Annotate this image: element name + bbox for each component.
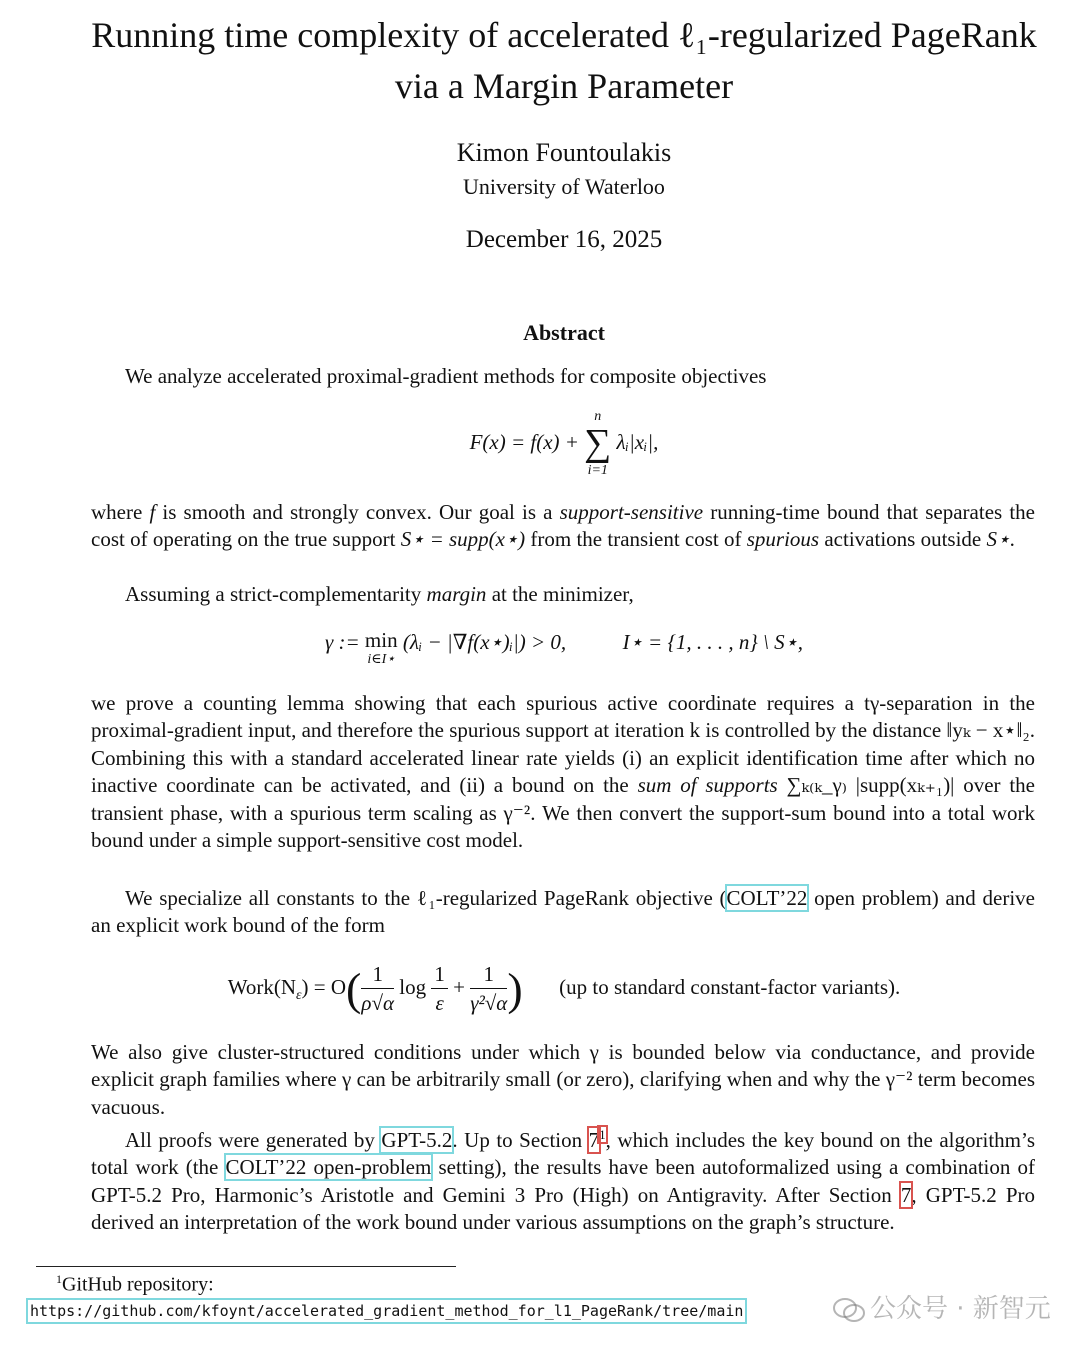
abstract-heading: Abstract	[523, 320, 605, 345]
eq3-lhs-subscript: ε	[296, 988, 302, 1003]
left-paren-icon: (	[346, 963, 362, 1015]
p7-text-a: All proofs were generated by	[125, 1128, 382, 1152]
abstract-paragraph-1: We analyze accelerated proximal-gradient methods for composite objectives	[125, 364, 767, 388]
p2-text-d: from the transient cost of	[525, 527, 747, 552]
p2-text-e: activations outside	[819, 527, 987, 552]
p3-text-b: at the minimizer,	[486, 582, 634, 606]
eq2-lhs: γ :=	[324, 630, 365, 654]
equation-margin	[0, 630, 1080, 667]
section-7-link[interactable]: 7	[588, 1128, 600, 1152]
abstract-paragraph-5	[91, 885, 1035, 940]
eq2-min-subscript: i∈I⋆	[367, 652, 396, 667]
eq3-f3-denominator: γ²√α	[470, 991, 508, 1015]
title-line-1: Running time complexity of accelerated ℓ₁-regularized PageRank	[91, 15, 1037, 55]
title-line-2: via a Margin Parameter	[394, 66, 734, 106]
p2-math-s-star: S⋆.	[986, 527, 1016, 552]
p2-text-a: where	[91, 500, 150, 524]
abstract-paragraph-2	[91, 499, 1035, 554]
paper-title	[0, 10, 1080, 112]
eq3-lhs-end: ) = O	[301, 974, 347, 999]
eq3-log: log	[399, 974, 427, 999]
eq2-min-operator: min	[364, 628, 398, 652]
eq1-sum	[584, 410, 611, 478]
p5-text-a: We specialize all constants to the ℓ₁-regularized PageRank objective (	[125, 886, 727, 910]
wechat-icon	[832, 1297, 866, 1323]
p2-text-c: running-time bound that separates the cost of operating on the true support	[91, 500, 1035, 552]
abstract-paragraph-7	[91, 1121, 1035, 1237]
eq3-f1-denominator: ρ√α	[361, 991, 395, 1015]
eq1-rhs: λᵢ|xᵢ|,	[616, 429, 659, 454]
summation-icon: ∑	[584, 422, 612, 464]
gpt-5-2-link[interactable]: GPT-5.2	[381, 1128, 453, 1152]
eq3-fraction-1	[361, 962, 394, 1016]
abstract-paragraph-3	[91, 581, 1035, 608]
p7-text-e: , GPT-5.2 Pro derived an interpretation of the work bound under various assumptions on the graph’s structure.	[91, 1182, 1035, 1235]
eq3-f2-numerator: 1	[431, 962, 448, 989]
p2-text-b: is smooth and strongly convex. Our goal is a	[155, 500, 560, 524]
eq3-note: (up to standard constant-factor variants).	[559, 974, 901, 999]
p3-emphasis-margin: margin	[426, 582, 487, 606]
footnote-mark: 1	[56, 1272, 62, 1286]
p2-math-f: f	[149, 500, 156, 524]
p2-math-support: S⋆ = supp(x⋆)	[400, 527, 526, 552]
footnote-1-link[interactable]: 1	[599, 1127, 606, 1142]
eq3-plus: +	[453, 974, 465, 999]
eq3-f3-numerator: 1	[470, 962, 507, 989]
watermark	[832, 1288, 1051, 1325]
equation-objective	[0, 410, 1080, 478]
p7-text-d: setting), the results have been autoformalized using a combination of GPT-5.2 Pro, Harmonic’s Aristotle and Gemini 3 Pro (High) on Antigravity. After Section	[91, 1155, 1035, 1207]
p2-emphasis-spurious: spurious	[746, 527, 820, 552]
author-name: Kimon Fountoulakis	[456, 138, 672, 167]
p7-text-b: . Up to Section	[452, 1128, 589, 1152]
eq1-sum-bottom: i=1	[587, 462, 608, 478]
github-repository-link[interactable]: https://github.com/kfoynt/accelerated_gradient_method_for_l1_PageRank/tree/main	[26, 1298, 747, 1324]
p2-emphasis-support-sensitive: support-sensitive	[559, 500, 704, 524]
eq3-fraction-3	[470, 962, 507, 1016]
eq1-lhs: F(x) = f(x) +	[469, 429, 585, 454]
abstract-paragraph-4	[91, 690, 1035, 854]
p7-text-c: , which includes the key bound on the algorithm’s total work (the	[91, 1128, 1035, 1180]
footnote-divider	[36, 1266, 456, 1267]
eq2-inactive-set: I⋆ = {1, . . . , n} \ S⋆,	[622, 630, 804, 654]
eq3-fraction-2	[431, 962, 448, 1016]
footnote	[56, 1272, 214, 1297]
eq3-f2-denominator: ε	[435, 991, 444, 1015]
author-affiliation: University of Waterloo	[463, 174, 665, 199]
eq1-sum-top: n	[594, 409, 602, 424]
p4-text-b: ∑ₖ₍ₖ_γ₎ |supp(xₖ₊₁)| over the transient phase, with a spurious term scaling as γ⁻². We then convert the support-sum bound into a total work bound under a simple support-sensitive cost model.	[91, 773, 1035, 853]
p4-emphasis-sum-of-supports: sum of supports	[637, 773, 778, 798]
eq2-min	[365, 630, 398, 667]
p5-text-b: open problem) and derive an explicit work bound of the form	[91, 886, 1035, 938]
watermark-text: 公众号 · 新智元	[870, 1294, 1051, 1324]
eq2-body: (λᵢ − |∇f(x⋆)ᵢ|) > 0,	[402, 630, 567, 654]
section-7-link-2[interactable]: 7	[900, 1182, 912, 1207]
paper-date: December 16, 2025	[465, 226, 663, 253]
abstract-paragraph-6: We also give cluster-structured conditions under which γ is bounded below via conductance, and provide explicit graph families where γ can be arbitrarily small (or zero), clarifying when and why the γ⁻² term becomes vacuous.	[91, 1040, 1035, 1119]
p3-text-a: Assuming a strict-complementarity	[125, 582, 427, 606]
colt22-citation-link[interactable]: COLT’22	[726, 886, 808, 910]
colt22-open-problem-link[interactable]: COLT’22 open-problem	[225, 1155, 432, 1180]
footnote-text: GitHub repository:	[62, 1273, 214, 1296]
right-paren-icon: )	[507, 963, 523, 1015]
eq3-f1-numerator: 1	[361, 962, 394, 989]
eq3-lhs: Work(N	[227, 974, 296, 999]
equation-work-bound	[0, 962, 1080, 1016]
p4-text-a: we prove a counting lemma showing that each spurious active coordinate requires a tγ-separation in the proximal-gradient input, and therefore the spurious support at iteration k is controlled by the distance ‖yₖ − x⋆‖₂. Combining this with a standard accelerated linear rate yields (i) an explicit identification time after which no inactive coordinate can be activated, and (ii) a bound on the	[91, 691, 1035, 798]
